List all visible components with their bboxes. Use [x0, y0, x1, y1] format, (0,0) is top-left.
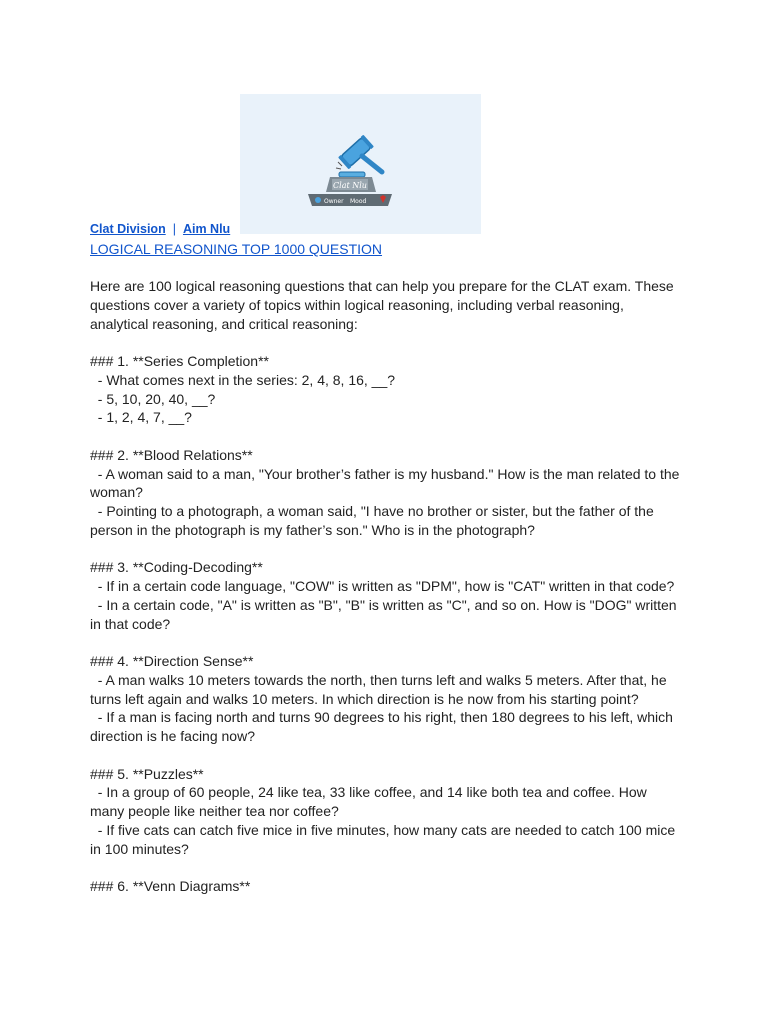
- section-heading: ### 4. **Direction Sense**: [90, 653, 254, 669]
- spacer: [90, 540, 684, 559]
- question-item: - Pointing to a photograph, a woman said, "I have no brother or sister, but the father of the person in the photograph is my father’s son." Who is in the photograph?: [90, 503, 654, 538]
- question-item: - In a certain code, "A" is written as "B", "B" is written as "C", and so on. How is "DOG" written in that code?: [90, 596, 677, 632]
- logo-image: [240, 94, 481, 234]
- section-heading: ### 1. **Series Completion**: [90, 353, 269, 369]
- section: [90, 765, 684, 859]
- section: [90, 558, 684, 633]
- logo-sub-right: Mood: [350, 198, 367, 205]
- section-heading: ### 3. **Coding-Decoding**: [90, 559, 263, 576]
- section: [90, 446, 684, 540]
- intro-paragraph: Here are 100 logical reasoning questions that can help you prepare for the CLAT exam. These questions cover a variety of topics within logical reasoning, including verbal reasoning, analytical reasoning, and critical reasoning:: [90, 278, 674, 332]
- question-item: - What comes next in the series: 2, 4, 8, 16, __?: [90, 371, 396, 388]
- logo-banner-text: Clat Nlu: [333, 181, 367, 190]
- spacer: [90, 633, 684, 652]
- logo-sub-left: Owner: [324, 198, 344, 205]
- document-title-link[interactable]: LOGICAL REASONING TOP 1000 QUESTION: [90, 241, 383, 257]
- question-item: - If five cats can catch five mice in five minutes, how many cats are needed to catch 100 mice in 100 minutes?: [90, 821, 676, 857]
- spacer: [90, 427, 684, 446]
- gavel-icon: [240, 94, 481, 234]
- document-body: [90, 277, 684, 896]
- spacer: [90, 333, 684, 352]
- spacer: [90, 746, 684, 765]
- question-item: - In a group of 60 people, 24 like tea, 33 like coffee, and 14 like both tea and coffee. How many people like neither tea nor coffee?: [90, 784, 647, 819]
- clat-division-link[interactable]: Clat Division: [90, 222, 166, 236]
- section: [90, 877, 684, 896]
- question-item: - If a man is facing north and turns 90 degrees to his right, then 180 degrees to his left, which direction is he facing now?: [90, 709, 673, 744]
- aim-nlu-link[interactable]: Aim Nlu: [182, 222, 231, 236]
- question-item: - If in a certain code language, "COW" is written as "DPM", how is "CAT" written in that code?: [90, 578, 675, 594]
- link-separator: |: [172, 222, 176, 236]
- question-item: - 5, 10, 20, 40, __?: [90, 390, 216, 407]
- section: [90, 652, 684, 746]
- section-heading: ### 6. **Venn Diagrams**: [90, 878, 251, 894]
- question-item: - 1, 2, 4, 7, __?: [90, 409, 192, 426]
- section: [90, 352, 684, 427]
- header-links: [90, 221, 230, 237]
- spacer: [90, 858, 684, 877]
- section-heading: ### 2. **Blood Relations**: [90, 446, 253, 463]
- question-item: - A woman said to a man, "Your brother’s father is my husband." How is the man related to the woman?: [90, 465, 680, 501]
- question-item: - A man walks 10 meters towards the north, then turns left and walks 5 meters. After that, he turns left again and walks 10 meters. In which direction is he now from his starting point?: [90, 671, 667, 707]
- section-heading: ### 5. **Puzzles**: [90, 765, 204, 782]
